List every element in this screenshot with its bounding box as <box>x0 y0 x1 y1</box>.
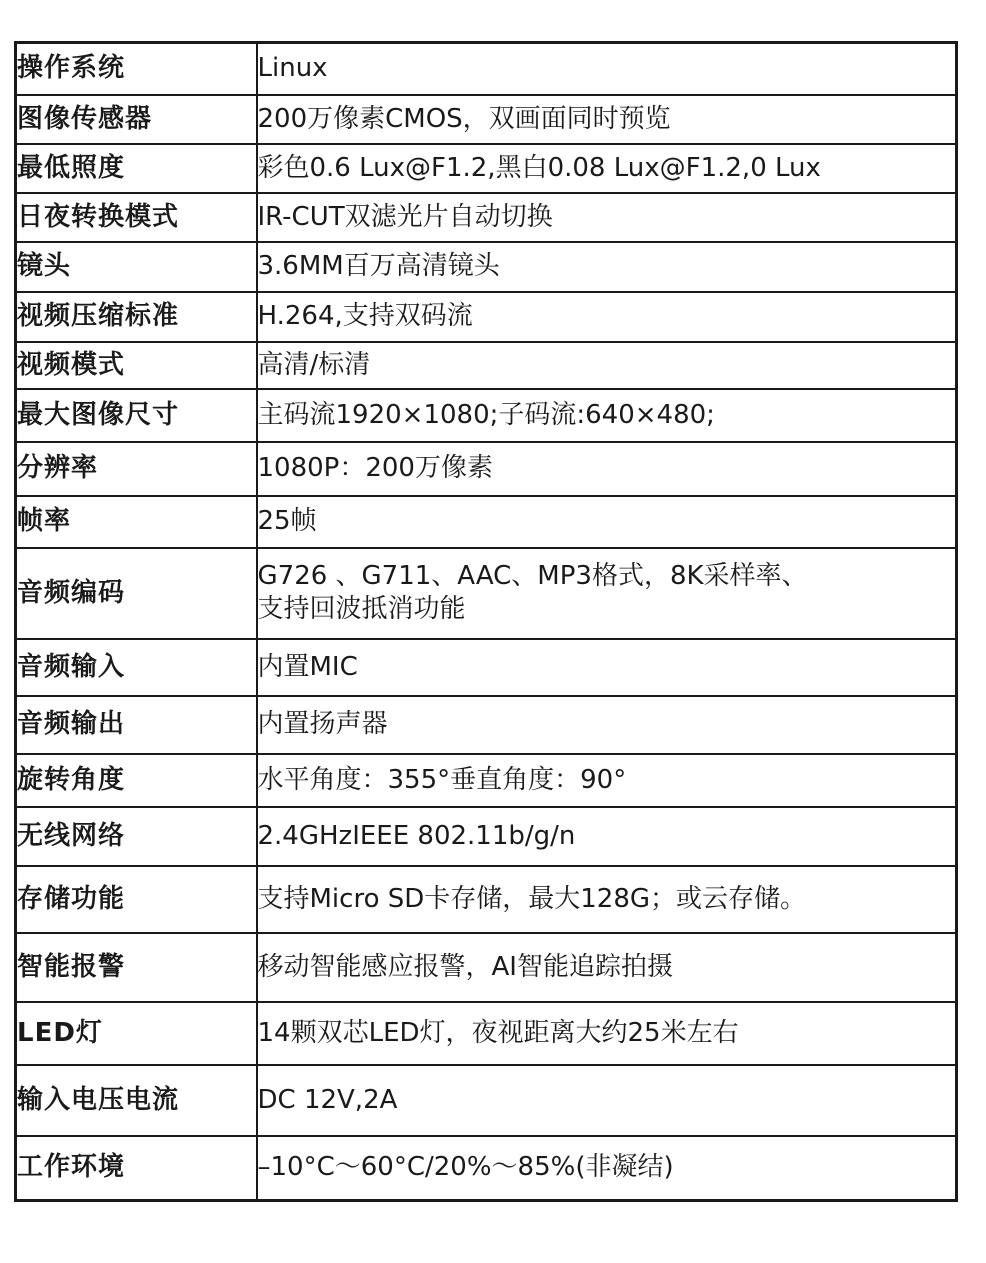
row-value: 高清/标清 <box>257 342 957 389</box>
row-value: 2.4GHzIEEE 802.11b/g/n <box>257 807 957 866</box>
row-value: H.264,支持双码流 <box>257 292 957 342</box>
row-value: 彩色0.6 Lux@F1.2,黑白0.08 Lux@F1.2,0 Lux <box>257 144 957 193</box>
table-row <box>16 754 957 807</box>
table-row <box>16 144 957 193</box>
table-row <box>16 639 957 696</box>
row-label: 音频输入 <box>16 639 257 696</box>
table-row <box>16 43 957 95</box>
row-label: 音频编码 <box>16 548 257 639</box>
row-value-line: 支持回波抵消功能 <box>257 594 466 624</box>
row-label: 操作系统 <box>16 43 257 95</box>
table-row <box>16 389 957 442</box>
table-row <box>16 1136 957 1201</box>
row-label: 音频输出 <box>16 696 257 754</box>
row-value: 移动智能感应报警，AI智能追踪拍摄 <box>257 933 957 1002</box>
row-value: 内置扬声器 <box>257 696 957 754</box>
table-row <box>16 933 957 1002</box>
table-row <box>16 496 957 548</box>
row-value: 1080P：200万像素 <box>257 442 957 496</box>
row-label: 最低照度 <box>16 144 257 193</box>
row-value: 水平角度：355°垂直角度：90° <box>257 754 957 807</box>
table-row <box>16 696 957 754</box>
row-value: 25帧 <box>257 496 957 548</box>
row-label: LED灯 <box>16 1002 257 1065</box>
row-value: Linux <box>257 43 957 95</box>
table-row <box>16 292 957 342</box>
table-row <box>16 548 957 639</box>
table-row <box>16 342 957 389</box>
table-row <box>16 193 957 242</box>
row-value: DC 12V,2A <box>257 1065 957 1136</box>
table-row <box>16 1065 957 1136</box>
table-row <box>16 95 957 144</box>
row-value: –10°C～60°C/20%～85%(非凝结) <box>257 1136 957 1201</box>
row-label: 工作环境 <box>16 1136 257 1201</box>
row-label: 日夜转换模式 <box>16 193 257 242</box>
spec-table <box>14 41 958 1202</box>
row-label: 镜头 <box>16 242 257 292</box>
row-label: 视频模式 <box>16 342 257 389</box>
row-label: 旋转角度 <box>16 754 257 807</box>
table-row <box>16 1002 957 1065</box>
row-label: 图像传感器 <box>16 95 257 144</box>
row-label: 存储功能 <box>16 866 257 933</box>
row-label: 分辨率 <box>16 442 257 496</box>
row-label: 最大图像尺寸 <box>16 389 257 442</box>
table-row <box>16 866 957 933</box>
row-label: 无线网络 <box>16 807 257 866</box>
row-label: 帧率 <box>16 496 257 548</box>
row-value: 支持Micro SD卡存储，最大128G；或云存储。 <box>257 866 957 933</box>
row-value: 14颗双芯LED灯，夜视距离大约25米左右 <box>257 1002 957 1065</box>
table-row <box>16 807 957 866</box>
row-value: IR-CUT双滤光片自动切换 <box>257 193 957 242</box>
table-row <box>16 242 957 292</box>
row-value: 3.6MM百万高清镜头 <box>257 242 957 292</box>
row-value: 200万像素CMOS，双画面同时预览 <box>257 95 957 144</box>
table-row <box>16 442 957 496</box>
row-label: 输入电压电流 <box>16 1065 257 1136</box>
row-value-line: G726 、G711、AAC、MP3格式，8K采样率、 <box>257 561 808 591</box>
row-value: 主码流1920×1080;子码流:640×480; <box>257 389 957 442</box>
row-value <box>257 548 957 639</box>
row-label: 视频压缩标准 <box>16 292 257 342</box>
row-label: 智能报警 <box>16 933 257 1002</box>
row-value: 内置MIC <box>257 639 957 696</box>
